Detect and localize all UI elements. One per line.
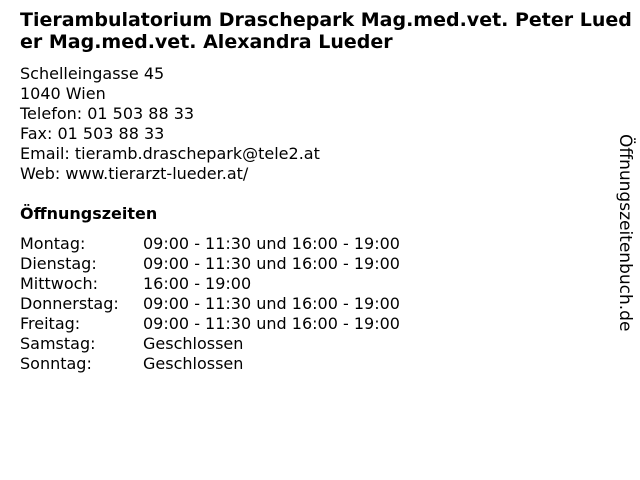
hours-table [20, 234, 400, 374]
hours-row-monday [20, 234, 400, 254]
hours-day: Dienstag: [20, 254, 97, 273]
hours-row-sunday [20, 354, 400, 374]
hours-day: Sonntag: [20, 354, 92, 373]
hours-row-thursday [20, 294, 400, 314]
hours-time: 16:00 - 19:00 [143, 274, 252, 293]
hours-day: Samstag: [20, 334, 96, 353]
hours-row-tuesday [20, 254, 400, 274]
address-fax: Fax: 01 503 88 33 [20, 124, 165, 143]
address-email: Email: tieramb.draschepark@tele2.at [20, 144, 320, 163]
hours-day: Freitag: [20, 314, 81, 333]
address-web: Web: www.tierarzt-lueder.at/ [20, 164, 249, 183]
hours-time: 09:00 - 11:30 und 16:00 - 19:00 [143, 254, 400, 273]
hours-heading: Öffnungszeiten [20, 204, 158, 223]
business-title: Tierambulatorium Draschepark Mag.med.vet. Peter Lueder Mag.med.vet. Alexandra Lueder [20, 9, 632, 53]
hours-time: 09:00 - 11:30 und 16:00 - 19:00 [143, 234, 400, 253]
hours-time: 09:00 - 11:30 und 16:00 - 19:00 [143, 314, 400, 333]
address-city: 1040 Wien [20, 84, 106, 103]
hours-time: 09:00 - 11:30 und 16:00 - 19:00 [143, 294, 400, 313]
hours-day: Donnerstag: [20, 294, 119, 313]
hours-row-wednesday [20, 274, 400, 294]
hours-time: Geschlossen [143, 354, 244, 373]
hours-row-saturday [20, 334, 400, 354]
hours-day: Montag: [20, 234, 86, 253]
address-phone: Telefon: 01 503 88 33 [20, 104, 195, 123]
hours-row-friday [20, 314, 400, 334]
hours-day: Mittwoch: [20, 274, 98, 293]
address-block [20, 64, 320, 184]
watermark-text: Öffnungszeitenbuch.de [615, 134, 635, 332]
hours-time: Geschlossen [143, 334, 244, 353]
address-street: Schelleingasse 45 [20, 64, 165, 83]
